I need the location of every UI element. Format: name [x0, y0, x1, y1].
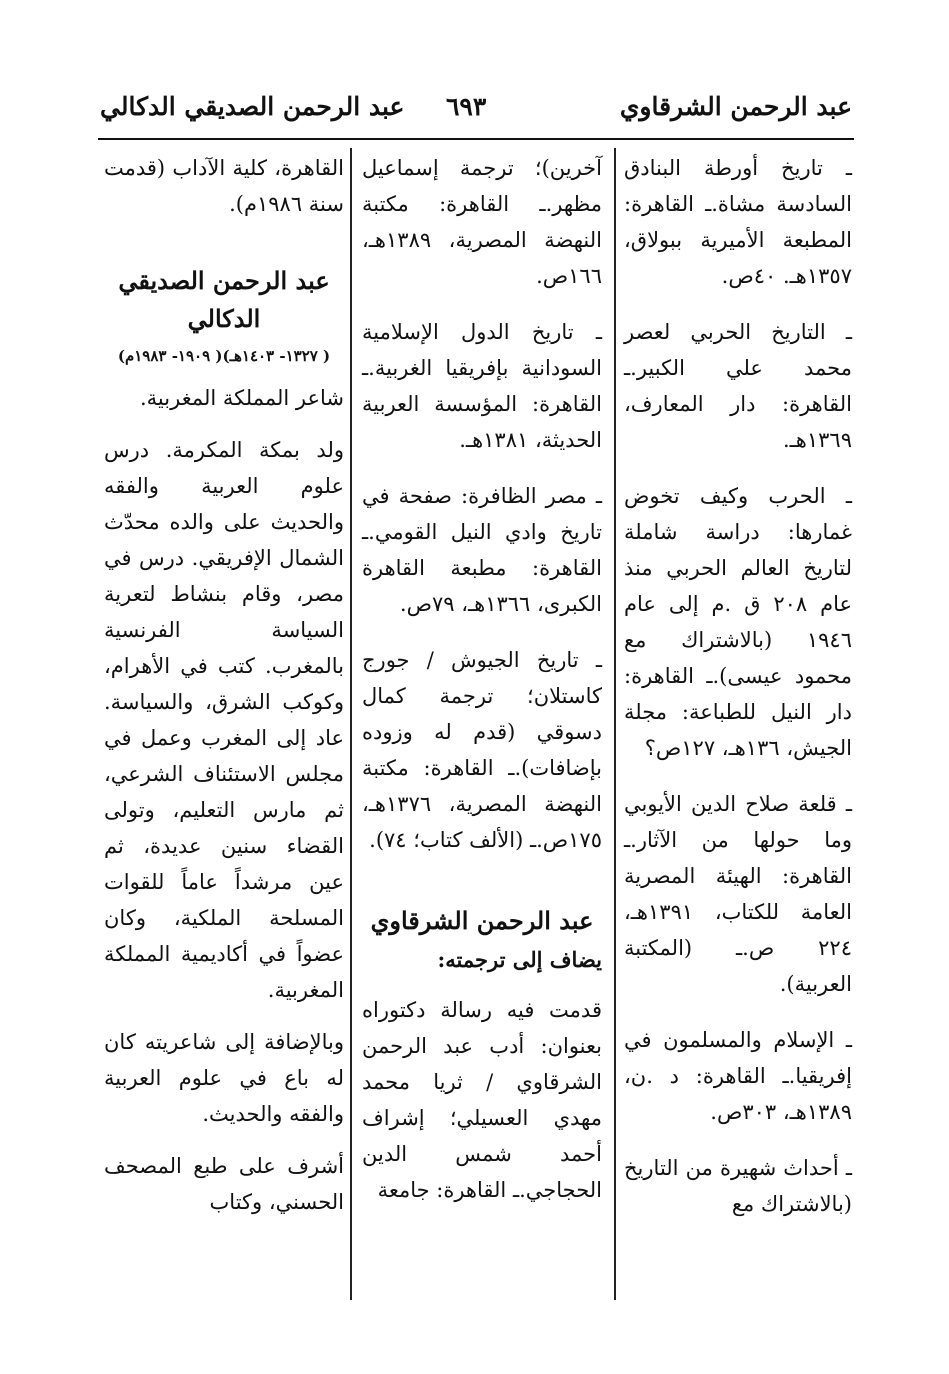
column-divider	[350, 148, 352, 1300]
bibliography-entry: ـ التاريخ الحربي لعصر محمد علي الكبير.ـ القاهرة: دار المعارف، ١٣٦٩هـ.	[624, 320, 852, 452]
bibliography-entry: ـ أحداث شهيرة من التاريخ (بالاشتراك مع	[624, 1156, 852, 1216]
header-rule	[98, 138, 854, 140]
biography-paragraph: ولد بمكة المكرمة. درس علوم العربية والفقه والحديث على والده محدّث الشمال الإفريقي. درس في مصر، وقام بنشاط لتعرية السياسة الفرنسية بالمغرب. كتب في الأهرام، وكوكب الشرق، والسياسة. عاد إلى المغرب وعمل في مجلس الاستئناف الشرعي، ثم مارس التعليم، وتولى القضاء سنين عديدة، ثم عين مرشداً عاماً للقوات المسلحة الملكية، وكان عضواً في أكاديمية المملكة المغربية.	[104, 438, 344, 1002]
page-header	[100, 88, 852, 134]
bibliography-entry: ـ تاريخ الدول الإسلامية السودانية بإفريقيا الغربية.ـ القاهرة: المؤسسة العربية الحديثة، ١٣٨١هـ.	[362, 320, 602, 452]
column-divider	[614, 148, 616, 1300]
page-number: ٦٩٣	[446, 92, 487, 121]
bibliography-entry: ـ الحرب وكيف تخوض غمارها: دراسة شاملة لتاريخ العالم الحربي منذ عام ٢٠٨ ق .م إلى عام ١٩٤٦ (بالاشتراك مع محمود عيسى).ـ القاهرة: دار النيل للطباعة: مجلة الجيش، ١٣٦هـ، ١٢٧ص؟	[624, 484, 853, 760]
biography-dates: ( ١٣٢٧- ١٤٠٣هـ)( ١٩٠٩- ١٩٨٣م)	[117, 347, 331, 365]
running-head-left: عبد الرحمن الصديقي الدكالي	[100, 92, 405, 121]
section-subheading: يضاف إلى ترجمته:	[437, 947, 602, 972]
column-right	[624, 150, 852, 1242]
bibliography-entry: ـ الإسلام والمسلمون في إفريقيا.ـ القاهرة: د .ن، ١٣٨٩هـ، ٣٠٣ص.	[624, 1028, 852, 1124]
section-spacer	[104, 238, 344, 256]
bibliography-entry: آخرين)؛ ترجمة إسماعيل مظهر.ـ القاهرة: مكتبة النهضة المصرية، ١٣٨٩هـ، ١٦٦ص.	[362, 156, 602, 288]
section-text: قدمت فيه رسالة دكتوراه بعنوان: أدب عبد الرحمن الشرقاوي / ثريا محمد مهدي العسيلي؛ إشراف أحمد شمس الدين الحجاجي.ـ القاهرة: جامعة	[362, 998, 602, 1202]
running-head-right: عبد الرحمن الشرقاوي	[619, 92, 852, 121]
bibliography-entry: ـ مصر الظافرة: صفحة في تاريخ وادي النيل القومي.ـ القاهرة: مطبعة القاهرة الكبرى، ١٣٦٦هـ، ٧٩ص.	[362, 484, 602, 616]
biography-paragraph: أشرف على طبع المصحف الحسني، وكتاب	[104, 1154, 344, 1214]
biography-heading: عبد الرحمن الصديقي الدكالي	[118, 266, 330, 333]
column-middle	[362, 150, 602, 1228]
section-heading: عبد الرحمن الشرقاوي	[370, 906, 594, 935]
biography-description: شاعر المملكة المغربية.	[140, 386, 344, 410]
bibliography-entry: ـ تاريخ أورطة البنادق السادسة مشاة.ـ القاهرة: المطبعة الأميرية ببولاق، ١٣٥٧هـ. ٤٠ص.	[624, 156, 852, 288]
bibliography-entry: ـ تاريخ الجيوش / جورج كاستلان؛ ترجمة كمال دسوقي (قدم له وزوده بإضافات).ـ القاهرة: مكتبة النهضة المصرية، ١٣٧٦هـ، ١٧٥ص.ـ (الألف كتاب؛ ٧٤).	[362, 648, 602, 852]
continuation-text: القاهرة، كلية الآداب (قدمت سنة ١٩٨٦م).	[104, 156, 344, 216]
biography-paragraph: وبالإضافة إلى شاعريته كان له باع في علوم العربية والفقه والحديث.	[104, 1030, 344, 1126]
bibliography-entry: ـ قلعة صلاح الدين الأيوبي وما حولها من الآثار.ـ القاهرة: الهيئة المصرية العامة للكتاب، ١٣٩١هـ، ٢٢٤ ص.ـ (المكتبة العربية).	[624, 792, 852, 996]
column-left	[104, 150, 344, 1236]
section-spacer	[362, 878, 602, 896]
